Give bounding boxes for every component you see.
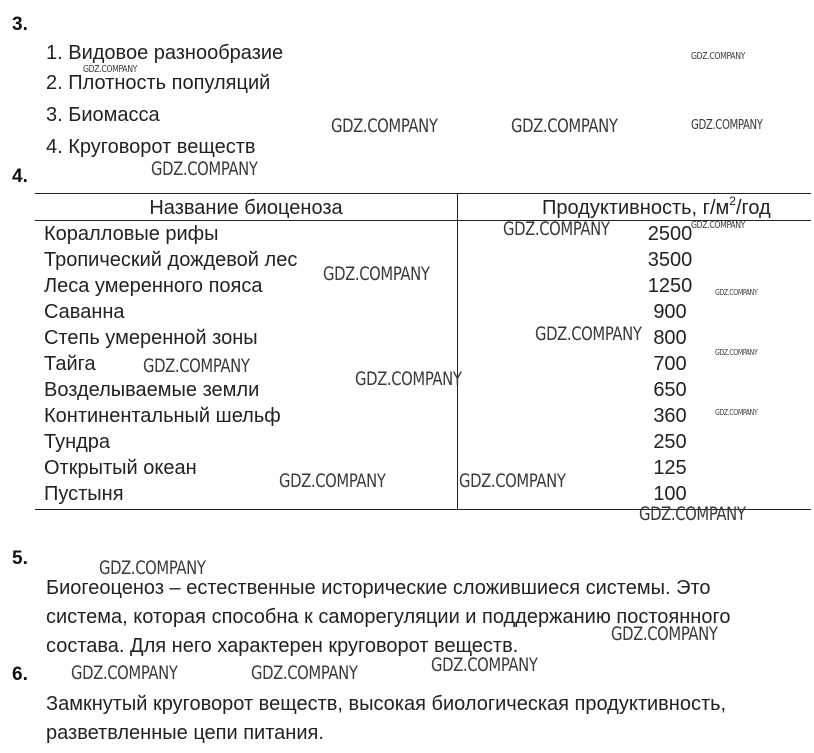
biocenosis-name: Саванна [44, 301, 125, 323]
watermark: GDZ.COMPANY [431, 654, 538, 676]
productivity-value: 900 [653, 301, 687, 323]
paragraph-line: состава. Для него характерен круговорот веществ. [46, 635, 519, 657]
watermark: GDZ.COMPANY [691, 220, 746, 231]
watermark: GDZ.COMPANY [279, 470, 386, 492]
paragraph-line: разветвленные цепи питания. [46, 722, 324, 744]
watermark: GDZ.COMPANY [99, 557, 206, 579]
productivity-value: 3500 [647, 249, 693, 271]
header-prod-text: Продуктивность, г/м [542, 197, 730, 219]
section-5-number: 5. [12, 548, 28, 569]
watermark: GDZ.COMPANY [83, 64, 138, 75]
paragraph-line: Биогеоценоз – естественные исторические сложившиеся системы. Это [46, 577, 711, 599]
biocenosis-name: Открытый океан [44, 457, 197, 479]
header-prod-suffix: /год [735, 197, 771, 219]
watermark: GDZ.COMPANY [355, 368, 462, 390]
section-4-number: 4. [12, 166, 28, 187]
watermark: GDZ.COMPANY [715, 348, 758, 357]
biocenosis-name: Степь умеренной зоны [44, 327, 258, 349]
paragraph-line: Замкнутый круговорот веществ, высокая биологическая продуктивность, [46, 693, 727, 715]
watermark: GDZ.COMPANY [459, 470, 566, 492]
watermark: GDZ.COMPANY [71, 662, 178, 684]
biocenosis-name: Коралловые рифы [44, 223, 219, 245]
paragraph-line: система, которая способна к саморегуляции и поддержанию постоянного [46, 606, 731, 628]
biocenosis-name: Тайга [44, 353, 96, 375]
biocenosis-name: Леса умеренного пояса [44, 275, 263, 297]
watermark: GDZ.COMPANY [715, 408, 758, 417]
watermark: GDZ.COMPANY [611, 623, 718, 645]
biocenosis-name: Тундра [44, 431, 111, 453]
watermark: GDZ.COMPANY [503, 218, 610, 240]
productivity-value: 250 [653, 431, 687, 453]
productivity-value: 700 [653, 353, 687, 375]
watermark: GDZ.COMPANY [151, 158, 258, 180]
list-item: 2. Плотность популяций [46, 72, 271, 94]
watermark: GDZ.COMPANY [143, 355, 250, 377]
table-row [35, 299, 811, 325]
list-item: 3. Биомасса [46, 104, 160, 126]
biocenosis-name: Континентальный шельф [44, 405, 281, 427]
watermark: GDZ.COMPANY [331, 115, 438, 137]
section-6-number: 6. [12, 664, 28, 685]
list-item: 1. Видовое разнообразие [46, 42, 284, 64]
section-3-number: 3. [12, 14, 28, 35]
watermark: GDZ.COMPANY [715, 288, 758, 297]
watermark: GDZ.COMPANY [323, 263, 430, 285]
watermark: GDZ.COMPANY [691, 118, 763, 133]
biocenosis-name: Тропический дождевой лес [44, 249, 298, 271]
header-productivity [542, 194, 771, 220]
header-name: Название биоценоза [149, 197, 343, 219]
watermark: GDZ.COMPANY [251, 662, 358, 684]
productivity-value: 125 [653, 457, 687, 479]
watermark: GDZ.COMPANY [511, 115, 618, 137]
watermark: GDZ.COMPANY [535, 323, 642, 345]
productivity-value: 360 [653, 405, 687, 427]
watermark: GDZ.COMPANY [691, 51, 746, 62]
biocenosis-name: Пустыня [44, 483, 124, 505]
table-row [35, 429, 811, 455]
table-row [35, 325, 811, 351]
productivity-value: 100 [653, 483, 687, 505]
productivity-value: 650 [653, 379, 687, 401]
list-item: 4. Круговорот веществ [46, 136, 256, 158]
biocenosis-name: Возделываемые земли [44, 379, 260, 401]
productivity-value: 2500 [647, 223, 693, 245]
productivity-value: 800 [653, 327, 687, 349]
watermark: GDZ.COMPANY [639, 503, 746, 525]
header-prod-sup: 2 [729, 194, 736, 208]
productivity-table [35, 193, 811, 510]
table-row [35, 455, 811, 481]
table-row [35, 403, 811, 429]
productivity-value: 1250 [647, 275, 693, 297]
